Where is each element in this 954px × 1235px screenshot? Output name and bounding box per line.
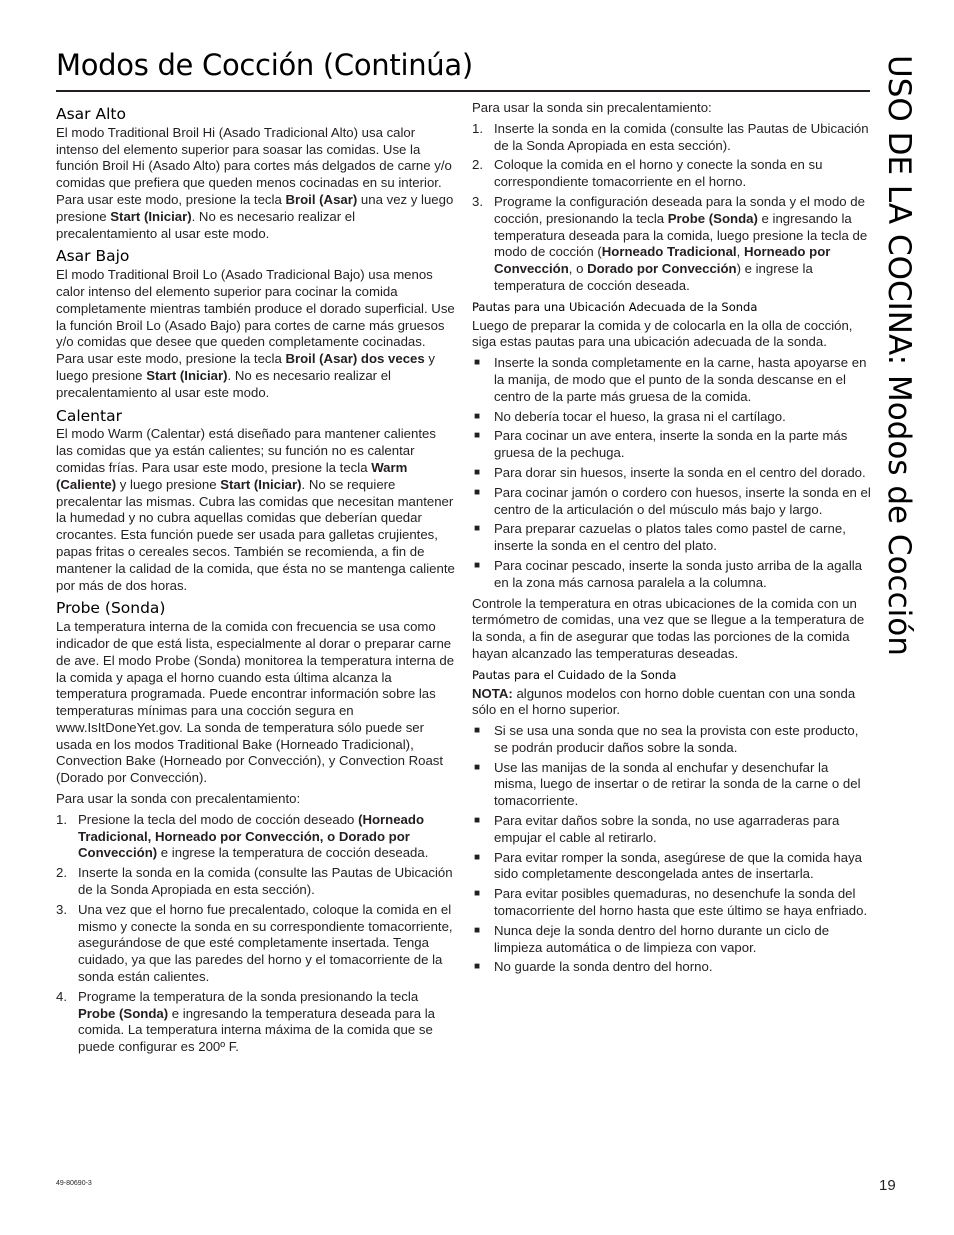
- list-item: ■ Para cocinar un ave entera, inserte la sonda en la parte más gruesa de la pechuga.: [474, 428, 848, 461]
- heading-placement: Pautas para una Ubicación Adecuada de la Sonda: [472, 299, 758, 314]
- bullet-icon: ■: [474, 851, 481, 863]
- care-note: NOTA: algunos modelos con horno doble cuentan con una sonda sólo en el horno superior.: [472, 685, 856, 718]
- asar-bajo-text: El modo Traditional Broil Lo (Asado Tradicional Bajo) usa menos calor intenso del elemento superior para cocinar la comida completamente mientras también produce el dorado superficial. Use la función Broil Lo (Asado Bajo) para cortes de carne más gruesos y/o comidas que desee que queden completamente cocinadas. Para usar este modo, presione la tecla Broil (Asar) dos veces y luego presione Start (Iniciar). No es necesario realizar el precalentamiento al usar este modo.: [56, 267, 455, 400]
- bullet-icon: ■: [474, 523, 481, 535]
- side-tab-bold: USO DE LA COCINA:: [881, 55, 917, 366]
- heading-asar-bajo: Asar Bajo: [56, 247, 130, 266]
- asar-alto-text: El modo Traditional Broil Hi (Asado Tradicional Alto) usa calor intenso del elemento superior para soasar las comidas. Use la función Broil Hi (Asado Alto) para cortes más delgados de carne y/o comidas que prefiera que queden menos cocinadas en su interior. Para usar este modo, presione la tecla Broil (Asar) una vez y luego presione Start (Iniciar). No es necesario realizar el precalentamiento al usar este modo.: [56, 124, 454, 241]
- list-item: ■ Para dorar sin huesos, inserte la sonda en el centro del dorado.: [474, 464, 866, 480]
- list-item: ■ Nunca deje la sonda dentro del horno durante un ciclo de limpieza automática o de limpieza con vapor.: [474, 922, 830, 955]
- title-rule: [56, 90, 870, 92]
- bullet-icon: ■: [474, 486, 481, 498]
- list-item: ■ No guarde la sonda dentro del horno.: [474, 959, 713, 975]
- list-item: ■ Para cocinar jamón o cordero con huesos, inserte la sonda en el centro de la articulación o del músculo más bajo y largo.: [474, 484, 871, 517]
- no-preheat-label: Para usar la sonda sin precalentamiento:: [472, 100, 712, 115]
- page-title: Modos de Cocción (Continúa): [56, 48, 473, 82]
- list-item: ■ Para cocinar pescado, inserte la sonda justo arriba de la agalla en la zona más carnosa paralela a la columna.: [474, 557, 863, 590]
- document-number: 49-80690-3: [56, 1180, 92, 1187]
- list-item: ■ Inserte la sonda completamente en la carne, hasta apoyarse en la manija, de modo que el punto de la sonda descanse en el centro de la parte más gruesa de la comida.: [474, 355, 867, 404]
- list-item: ■ Para preparar cazuelas o platos tales como pastel de carne, inserte la sonda en el centro del plato.: [474, 521, 846, 554]
- calentar-text: El modo Warm (Calentar) está diseñado para mantener calientes las comidas que ya están calientes; su función no es calentar comidas frías. Para usar este modo, presione la tecla Warm (Caliente) y luego presione Start (Iniciar). No se requiere precalentar las mismas. Cubra las comidas que necesitan mantener la humedad y no cubra aquellas comidas que deberían quedar crocantes. Esta función puede ser usada para galletas crujientes, papas fritas o cereales secos. También se recomienda, a fin de mantener la calidad de la comida, que ésta no se mantenga caliente por más de dos horas.: [56, 426, 455, 593]
- page-number: 19: [879, 1177, 896, 1194]
- bullet-icon: ■: [474, 924, 481, 936]
- probe-preheat-label: Para usar la sonda con precalentamiento:: [56, 791, 301, 807]
- bullet-icon: ■: [474, 761, 481, 773]
- list-item: ■ Si se usa una sonda que no sea la provista con este producto, se podrán producir daños sobre la sonda.: [474, 723, 859, 755]
- care-bullets: [472, 723, 872, 976]
- bullet-icon: ■: [474, 559, 481, 571]
- bullet-icon: ■: [474, 961, 481, 973]
- side-tab: [877, 55, 921, 656]
- list-item: 2. Coloque la comida en el horno y conecte la sonda en su correspondiente tomacorriente en el horno.: [472, 157, 823, 190]
- bullet-icon: ■: [474, 815, 481, 827]
- heading-probe: Probe (Sonda): [56, 599, 166, 618]
- bullet-icon: ■: [474, 725, 481, 737]
- side-tab-text: [877, 55, 921, 656]
- no-preheat-steps: [472, 121, 872, 295]
- list-item: 1. Inserte la sonda en la comida (consulte las Pautas de Ubicación de la Sonda Apropiada en esta sección).: [472, 120, 869, 153]
- bullet-icon: ■: [474, 410, 481, 422]
- placement-intro: Luego de preparar la comida y de colocarla en la olla de cocción, siga estas pautas para una ubicación adecuada de la sonda.: [472, 317, 853, 350]
- preheat-steps: [56, 812, 456, 1056]
- probe-intro: La temperatura interna de la comida con frecuencia se usa como indicador de que está lista, especialmente al dorar o preparar carne de ave. El modo Probe (Sonda) monitorea la temperatura interna de la comida y apaga el horno cuando esta última alcanza la temperatura programada. Puede encontrar información sobre las temperaturas mínimas para una cocción segura en www.IsItDoneYet.gov. La sonda de temperatura sólo puede ser usada en los modos Traditional Bake (Horneado Tradicional), Convection Bake (Horneado por Convección), y Convection Roast (Dorado por Convección).: [56, 619, 455, 786]
- list-item: 4. Programe la temperatura de la sonda presionando la tecla Probe (Sonda) e ingresando la temperatura deseada para la comida. La temperatura interna máxima de la comida que se puede configurar es 200º F.: [56, 988, 435, 1055]
- bullet-icon: ■: [474, 430, 481, 442]
- list-item: ■ Para evitar posibles quemaduras, no desenchufe la sonda del tomacorriente del horno hasta que este último se haya enfriado.: [474, 886, 868, 919]
- bullet-icon: ■: [474, 357, 481, 369]
- bullet-icon: ■: [474, 466, 481, 478]
- placement-bullets: [472, 355, 872, 591]
- heading-care: Pautas para el Cuidado de la Sonda: [472, 667, 677, 682]
- heading-asar-alto: Asar Alto: [56, 105, 126, 123]
- heading-calentar: Calentar: [56, 406, 122, 425]
- list-item: ■ No debería tocar el hueso, la grasa ni el cartílago.: [474, 408, 786, 424]
- list-item: ■ Use las manijas de la sonda al enchufar y desenchufar la misma, luego de insertar o de retirar la sonda de la carne o del tomacorriente.: [474, 759, 861, 809]
- list-item: 3. Programe la configuración deseada para la sonda y el modo de cocción, presionando la tecla Probe (Sonda) e ingresando la temperatura deseada para la comida, luego presione la tecla de modo de cocción (Horneado Tradicional, Horneado por Convección, o Dorado por Convección) e ingrese la temperatura de cocción deseada.: [472, 193, 868, 293]
- side-tab-normal: Modos de Cocción: [881, 365, 917, 656]
- list-item: 3. Una vez que el horno fue precalentado, coloque la comida en el mismo y conecte la sonda en su correspondiente tomacorriente, asegurándose de que esté completamente insertada. Tenga cuidado, ya que las paredes del horno y el tomacorriente de la sonda están calientes.: [56, 901, 453, 985]
- right-column: [472, 100, 872, 980]
- list-item: ■ Para evitar daños sobre la sonda, no use agarraderas para empujar el cable al retirarlo.: [474, 813, 840, 845]
- list-item: 1. Presione la tecla del modo de cocción deseado (Horneado Tradicional, Horneado por Convección, o Dorado por Convección) e ingrese la temperatura de cocción deseada.: [56, 811, 429, 861]
- list-item: ■ Para evitar romper la sonda, asegúrese de que la comida haya sido completamente descongelada antes de insertarla.: [474, 849, 863, 882]
- left-column: [56, 100, 456, 1060]
- placement-outro: Controle la temperatura en otras ubicaciones de la comida con un termómetro de comidas, una vez que se llegue a la temperatura de la sonda, a fin de asegurar que todas las porciones de la comida hayan alcanzado las temperaturas deseadas.: [472, 595, 865, 661]
- bullet-icon: ■: [474, 888, 481, 900]
- list-item: 2. Inserte la sonda en la comida (consulte las Pautas de Ubicación de la Sonda Apropiada en esta sección).: [56, 865, 453, 898]
